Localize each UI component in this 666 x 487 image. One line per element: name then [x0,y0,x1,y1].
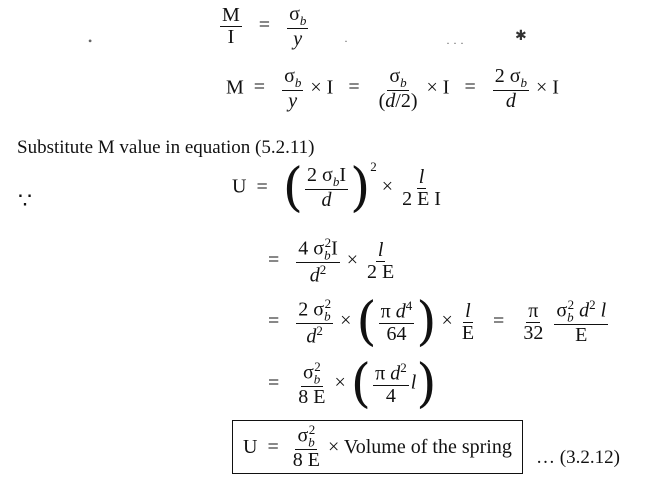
box-tail-text: × Volume of the spring [327,435,512,458]
intro-text: Substitute M value in equation (5.2.11) [17,137,315,158]
eq-m-over-i: $\frac{M}{I}$ = $\frac{\sigma_b}{y}$ [222,3,307,50]
eq-u-step-4: = $\frac{\sigma_b^2}{8 E}$ × ( $\frac{\pi d^2}{4}$ l) [268,354,437,414]
scan-speck: · · · [446,36,464,50]
therefore-symbol: ∵ [18,188,32,213]
scan-speck: • [88,34,93,48]
eq-u-step-3: = $\frac{2 \sigma_b^2}{d^2}$ × ( $\frac{\pi d^4}{64}$ ) × $\frac{l}{E}$ = $\frac{\pi}{32}$ $\frac{\sigma_b^2 d^2 l}{E}$ [268,292,607,352]
eq-u-step-1: U = ( $\frac{2 \sigma_bI}{d}$ )$^2$ × $\frac{l}{\text{2 E I}}$ [232,158,441,218]
equation-number: … (3.2.12) [536,447,620,468]
scan-speck: · [344,34,348,48]
eq-u-step-2: = $\frac{4 \sigma_b^2I}{d^2}$ × $\frac{l}{2 E}$ [268,235,395,287]
scan-speck: ✱ [515,29,527,44]
boxed-result: U = $\frac{\sigma_b^2}{8 E}$ × Volume of the spring [232,420,523,474]
eq-m-expression: M = $\frac{\sigma_b}{y}$ × I = $\frac{\sigma_b}{(d/2)}$ × I = $\frac{2 \sigma_b}{d}$ × I [226,65,559,112]
